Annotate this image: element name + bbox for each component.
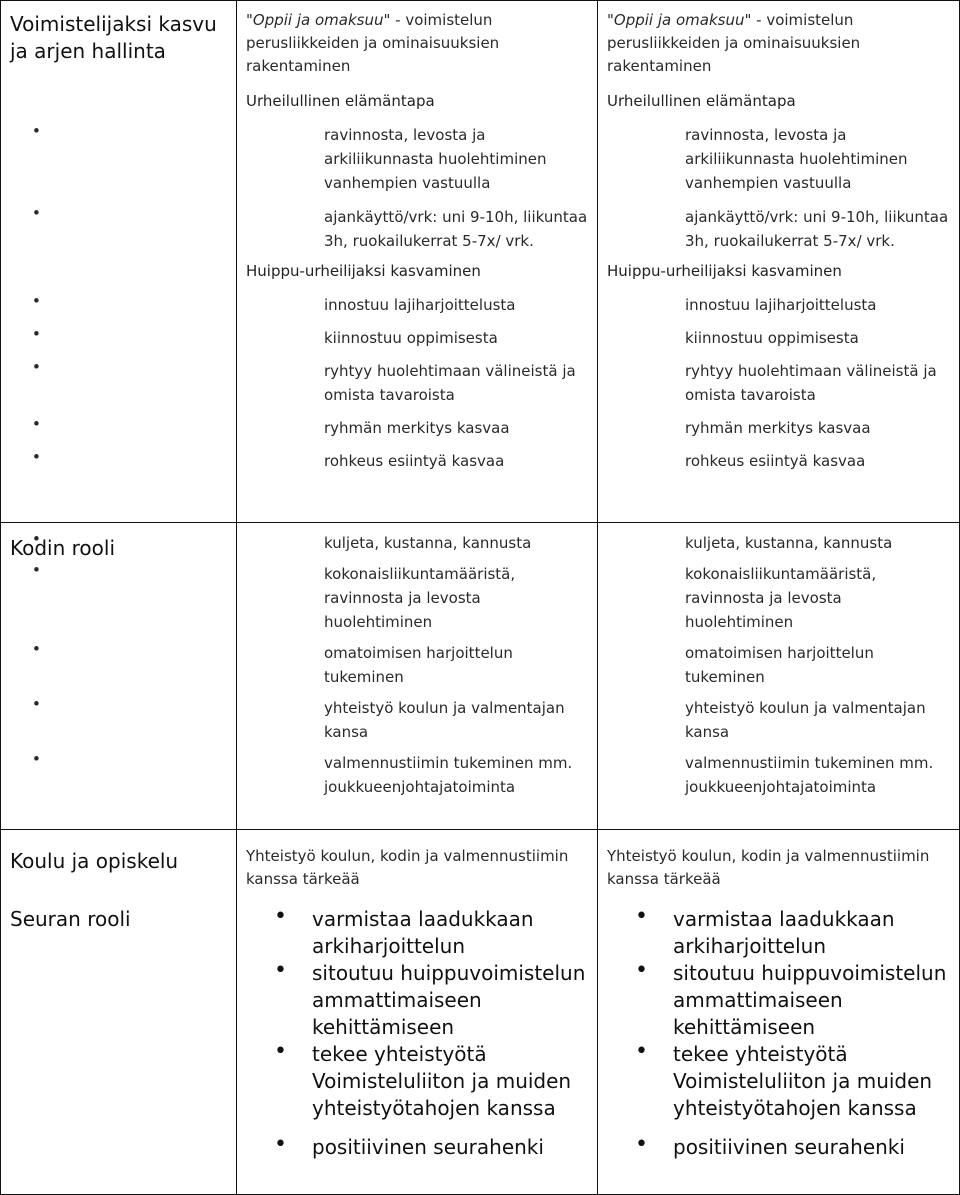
subheading-urheilullinen: Urheilullinen elämäntapa [246,92,435,110]
subheading-urheilullinen: Urheilullinen elämäntapa [607,92,796,110]
list-item: • ryhtyy huolehtimaan välineistä ja omista tavaroista [0,359,591,407]
list-item: • ajankäyttö/vrk: uni 9-10h, liikuntaa 3h, ruokailukerrat 5-7x/ vrk. [0,205,952,253]
list-item: • ajankäyttö/vrk: uni 9-10h, liikuntaa 3h, ruokailukerrat 5-7x/ vrk. [0,205,591,253]
kasvu-column-2 [607,9,952,473]
list-item: • kiinnostuu oppimisesta [0,326,952,350]
intro-text [607,9,952,78]
bullet-list [240,906,595,1161]
list-item: • omatoimisen harjoittelun tukeminen [0,641,591,689]
intro-rest: - voimistelun perusliikkeiden ja ominaisuuksien rakentaminen [607,11,861,75]
row-heading-seura: Seuran rooli [10,907,131,931]
list-item: • positiivinen seurahenki [240,1134,595,1161]
list-item: • innostuu lajiharjoittelusta [0,293,952,317]
bullet-list [607,123,952,253]
list-item: • tekee yhteistyötä Voimisteluliiton ja muiden yhteistyötahojen kanssa [240,1041,595,1122]
koulu-text-1: Yhteistyö koulun, kodin ja valmennustiimin kanssa tärkeää [246,847,569,888]
list-item: • varmistaa laadukkaan arkiharjoittelun [601,906,956,960]
seura-column-1 [240,906,595,1161]
list-item: • kokonaisliikuntamääristä, ravinnosta ja levosta huolehtiminen [0,562,591,634]
list-item: • positiivinen seurahenki [601,1134,956,1161]
list-item: • ravinnosta, levosta ja arkiliikunnasta huolehtiminen vanhempien vastuulla [0,123,591,195]
bullet-list [607,293,952,473]
list-item: • kiinnostuu oppimisesta [0,326,591,350]
bullet-list [601,906,956,1161]
list-item: • valmennustiimin tukeminen mm. joukkueenjohtajatoiminta [0,751,952,799]
list-item: • yhteistyö koulun ja valmentajan kansa [0,696,952,744]
intro-rest: - voimistelun perusliikkeiden ja ominaisuuksien rakentaminen [246,11,500,75]
list-item: • ryhmän merkitys kasvaa [0,416,591,440]
row-divider-1 [0,522,960,523]
list-item: • kuljeta, kustanna, kannusta [0,531,591,555]
row-divider-2 [0,829,960,830]
row-heading-koulu: Koulu ja opiskelu [10,849,179,873]
intro-text [246,9,591,78]
list-item: • kokonaisliikuntamääristä, ravinnosta ja levosta huolehtiminen [0,562,952,634]
intro-emphasis: "Oppii ja omaksuu" [246,11,391,29]
list-item: • rohkeus esiintyä kasvaa [0,449,591,473]
list-item: • innostuu lajiharjoittelusta [0,293,591,317]
row-heading-koti: Kodin rooli [10,536,116,560]
list-item: • kuljeta, kustanna, kannusta [0,531,952,555]
list-item: • sitoutuu huippuvoimistelun ammattimaiseen kehittämiseen [240,960,595,1041]
subheading-huippu: Huippu-urheilijaksi kasvaminen [607,262,842,280]
list-item: • valmennustiimin tukeminen mm. joukkueenjohtajatoiminta [0,751,591,799]
list-item: • tekee yhteistyötä Voimisteluliiton ja muiden yhteistyötahojen kanssa [601,1041,956,1122]
list-item: • yhteistyö koulun ja valmentajan kansa [0,696,591,744]
table-border-top [0,0,960,1]
list-item: • sitoutuu huippuvoimistelun ammattimaiseen kehittämiseen [601,960,956,1041]
subheading-huippu: Huippu-urheilijaksi kasvaminen [246,262,481,280]
list-item: • omatoimisen harjoittelun tukeminen [0,641,952,689]
koti-column-2 [607,531,952,799]
koulu-text-2: Yhteistyö koulun, kodin ja valmennustiimin kanssa tärkeää [607,847,930,888]
list-item: • ryhmän merkitys kasvaa [0,416,952,440]
list-item: • rohkeus esiintyä kasvaa [0,449,952,473]
list-item: • ravinnosta, levosta ja arkiliikunnasta huolehtiminen vanhempien vastuulla [0,123,952,195]
seura-column-2 [601,906,956,1161]
row-heading-kasvu: Voimistelijaksi kasvu ja arjen hallinta [10,12,217,63]
intro-emphasis: "Oppii ja omaksuu" [607,11,752,29]
list-item: • varmistaa laadukkaan arkiharjoittelun [240,906,595,960]
bullet-list [607,531,952,799]
list-item: • ryhtyy huolehtimaan välineistä ja omista tavaroista [0,359,952,407]
